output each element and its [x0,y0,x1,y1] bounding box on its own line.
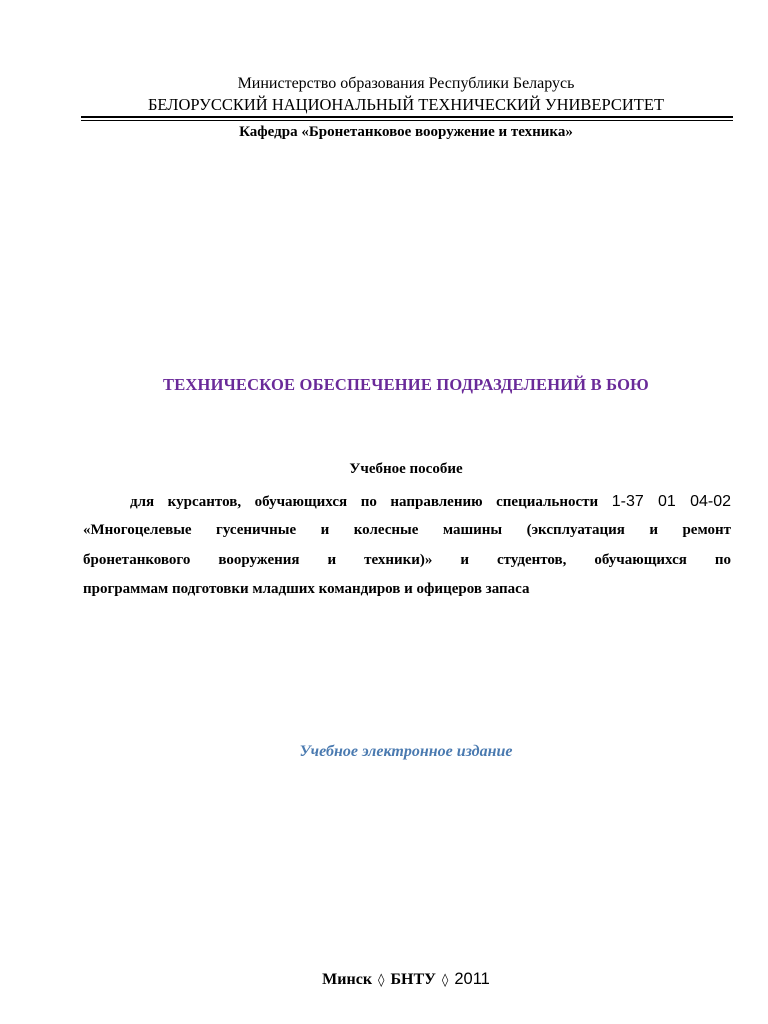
department-name: Кафедра «Бронетанковое вооружение и техника» [239,124,573,140]
header-rule-thick [81,116,733,118]
imprint-city: Минск [322,971,373,988]
edition-type: Учебное электронное издание [299,743,513,760]
document-type: Учебное пособие [349,461,463,477]
description-line-4: программам подготовки младших командиров и офицеров запаса [83,580,530,597]
description-line-1 [83,487,731,516]
diamond-separator-icon: ◊ [378,973,385,988]
header-rule-thin [81,120,733,121]
ministry-name: Министерство образования Республики Беларусь [237,75,575,92]
university-name: БЕЛОРУССКИЙ НАЦИОНАЛЬНЫЙ ТЕХНИЧЕСКИЙ УНИВЕРСИТЕТ [147,95,665,114]
specialty-code: 1-37 01 04-02 [611,493,731,510]
imprint-publisher: БНТУ [390,971,436,988]
imprint-year: 2011 [454,970,490,988]
description-line-2: «Многоцелевые гусеничные и колесные машины (эксплуатация и ремонт [83,522,731,539]
document-title: ТЕХНИЧЕСКОЕ ОБЕСПЕЧЕНИЕ ПОДРАЗДЕЛЕНИЙ В БОЮ [163,375,649,394]
imprint-footer [0,968,768,992]
description-line-1-text: для курсантов, обучающихся по направлению специальности [130,494,599,510]
diamond-separator-icon: ◊ [441,973,449,988]
description-line-3: бронетанкового вооружения и техники)» и студентов, обучающихся по [83,551,731,568]
audience-description [83,487,731,604]
